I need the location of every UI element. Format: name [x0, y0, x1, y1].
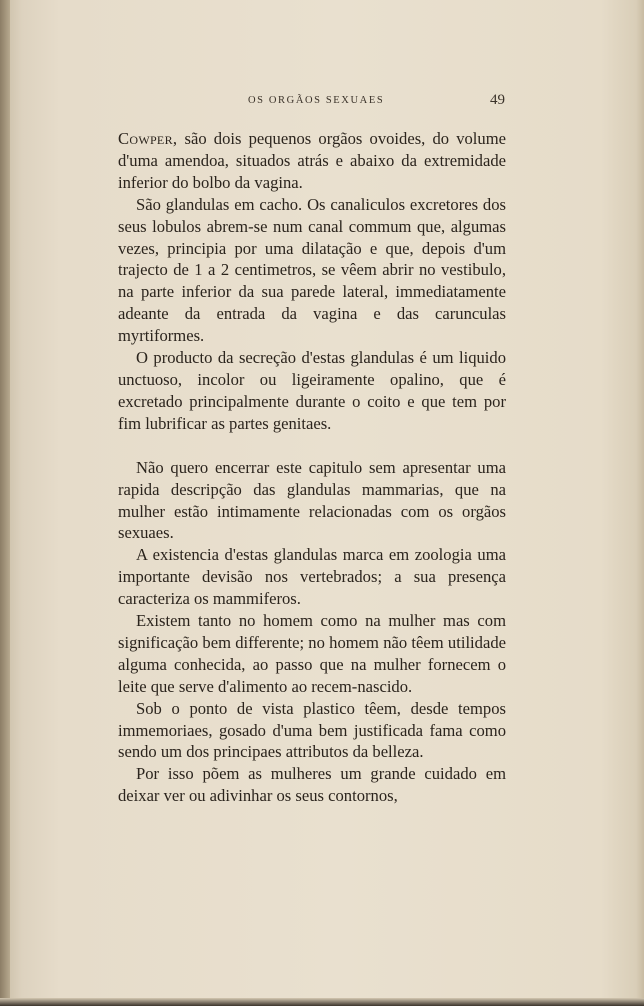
paragraph-3: O producto da secreção d'estas glandulas é um liquido unctuoso, incolor ou ligeiramente opalino, que é excretado principalmente durante o coito e que tem por fim lubrificar as partes genitaes.	[118, 348, 506, 433]
running-title: OS ORGÃOS SEXUAES	[248, 95, 385, 106]
paragraph-8: Por isso põem as mulheres um grande cuidado em deixar ver ou adivinhar os seus contornos,	[118, 764, 506, 806]
paragraph-7: Sob o ponto de vista plastico têem, desde tempos immemoriaes, gosado d'uma bem justificada fama como sendo um dos principaes attributos da belleza.	[118, 698, 506, 762]
section-gap	[118, 435, 506, 457]
paragraph-4: Não quero encerrar este capitulo sem apresentar uma rapida descripção das glandulas mammarias, que na mulher estão intimamente relacionadas com os orgãos sexuaes.	[118, 457, 506, 543]
paragraph-2: São glandulas em cacho. Os canaliculos excretores dos seus lobulos abrem-se num canal commum que, algumas vezes, principia por uma dilatação e que, depois d'um trajecto de 1 a 2 centimetros, se vêem abrir no vestibulo, na parte inferior da sua parede lateral, immediatamente adeante da entrada da vagina e das carunculas myrtiformes.	[118, 194, 506, 346]
page-bottom-edge	[0, 998, 644, 1006]
page-body	[118, 128, 506, 807]
paragraph-1	[118, 128, 506, 194]
paragraph-5: A existencia d'estas glandulas marca em zoologia uma importante devisão nos vertebrados; a sua presença caracteriza os mammiferos.	[118, 545, 506, 609]
paragraph-1-text: são dois pequenos orgãos ovoides, do volume d'uma amendoa, situados atrás e abaixo da extremidade inferior do bolbo da vagina.	[118, 129, 506, 192]
paragraph-6: Existem tanto no homem como na mulher mas com significação bem differente; no homem não têem utilidade alguma conhecida, ao passo que na mulher fornecem o leite que serve d'alimento ao recem-nascido.	[118, 611, 506, 696]
page-number: 49	[490, 92, 505, 108]
author-name: Cowper,	[118, 129, 178, 148]
book-gutter	[0, 0, 10, 1006]
running-header	[0, 92, 644, 112]
